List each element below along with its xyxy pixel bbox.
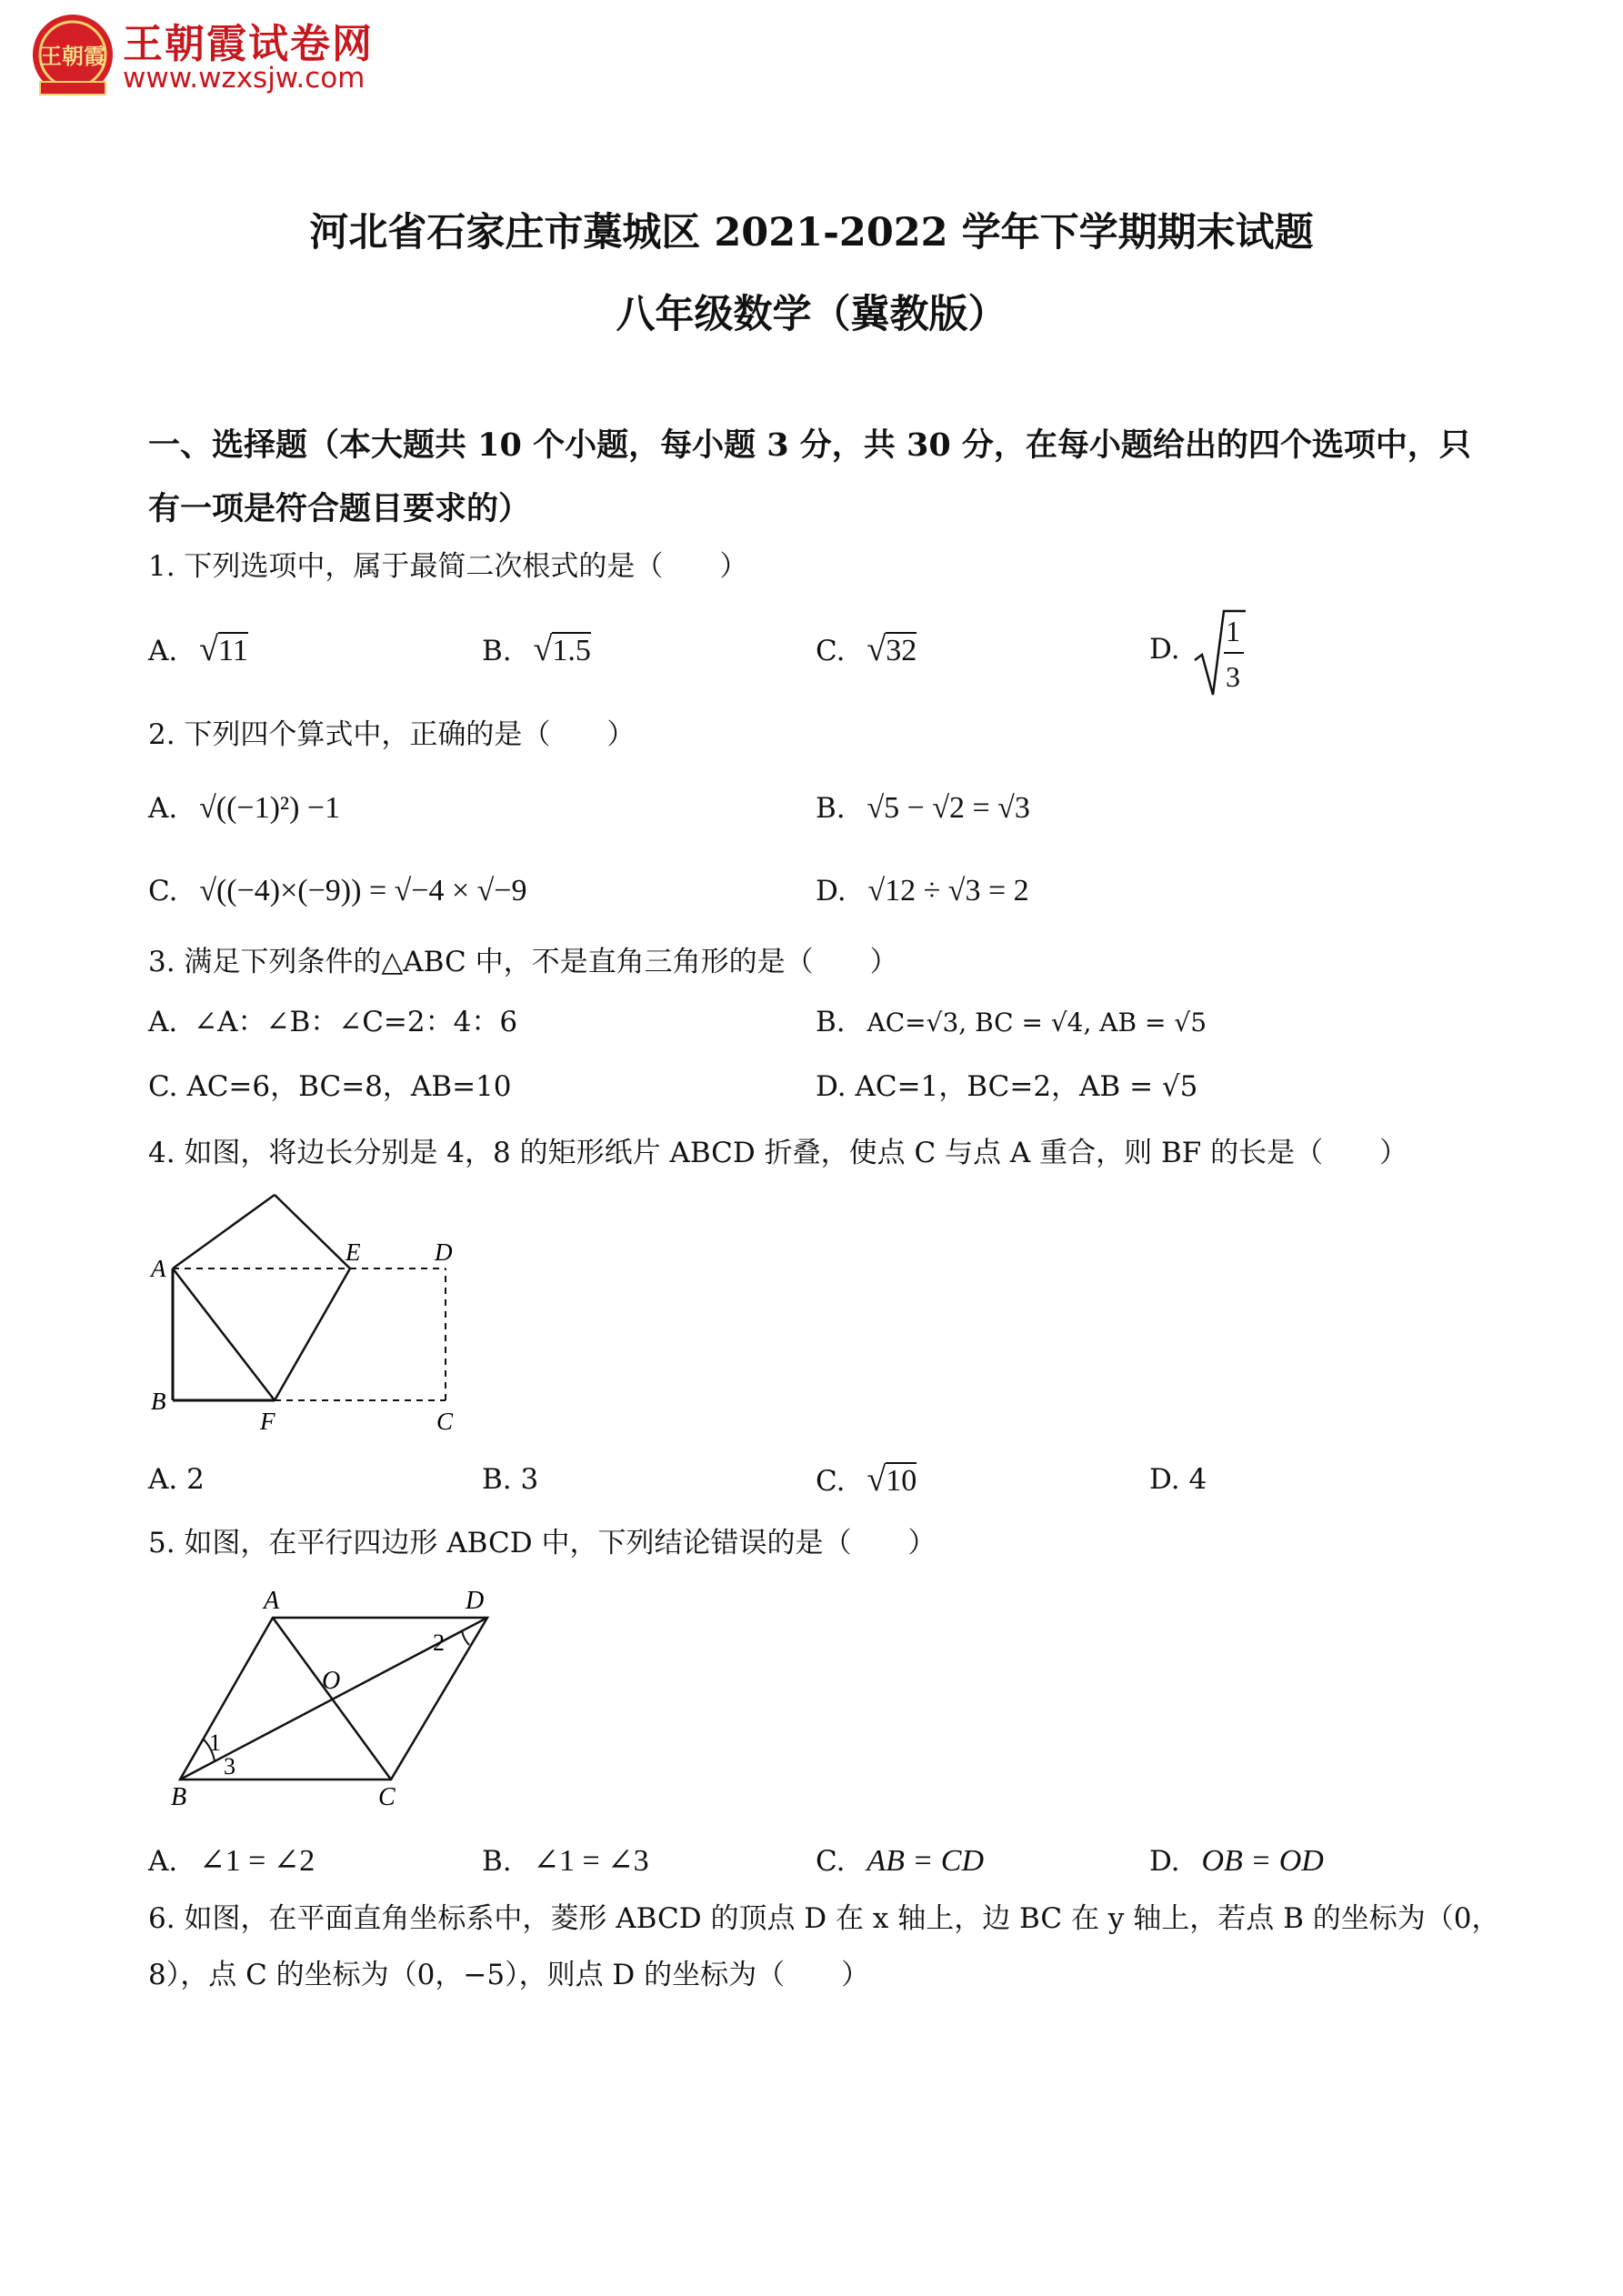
option-label: C. [816, 1845, 846, 1878]
fraction-numerator: 1 [1226, 615, 1240, 647]
folded-edge-1 [173, 1195, 275, 1268]
option-expr: AC=√3, BC = √4, AB = √5 [867, 1008, 1207, 1038]
question-4-stem: 4. 如图，将边长分别是 4，8 的矩形纸片 ABCD 折叠，使点 C 与点 A 重合，则 BF 的长是（ ） [148, 1137, 1408, 1169]
fold-line-ef [275, 1268, 350, 1400]
option-label: C. [148, 875, 178, 907]
option-expr: AC=1，BC=2，AB = √5 [855, 1070, 1198, 1103]
site-url[interactable]: www.wzxsjw.com [123, 62, 366, 95]
option-expr: 1.5 [552, 634, 591, 667]
option-label: C. [816, 635, 846, 667]
label-angle-2: 2 [433, 1629, 445, 1656]
q4-option-d[interactable] [1149, 1459, 1207, 1499]
section-heading-line1: 一、选择题（本大题共 10 个小题，每小题 3 分，共 30 分，在每小题给出的四个选项中，只 [148, 426, 1471, 464]
q2-option-d[interactable] [816, 871, 1029, 911]
question-6-stem-line1: 6. 如图，在平面直角坐标系中，菱形 ABCD 的顶点 D 在 x 轴上，边 BC 在 y 轴上，若点 B 的坐标为（0， [148, 1902, 1500, 1935]
seal-text: 王朝霞 [40, 44, 105, 69]
option-expr: OB = OD [1201, 1844, 1324, 1878]
q4-option-c[interactable]: C. √10 [816, 1460, 917, 1499]
q3-option-a[interactable] [148, 1002, 517, 1042]
option-label: B. [482, 635, 512, 667]
label-d: D [466, 1587, 485, 1615]
label-b: B [151, 1388, 166, 1415]
section-heading-line2: 有一项是符合题目要求的） [148, 490, 531, 527]
q5-option-b[interactable] [482, 1841, 649, 1881]
q5-option-d[interactable] [1149, 1841, 1324, 1881]
option-expr: 10 [886, 1464, 917, 1498]
label-c: C [378, 1783, 396, 1811]
fraction-denominator: 3 [1226, 660, 1240, 693]
label-a: A [264, 1587, 280, 1615]
q4-option-b[interactable] [482, 1459, 538, 1499]
q3-option-d[interactable] [816, 1067, 1197, 1107]
label-e: E [346, 1238, 361, 1266]
q2-option-c[interactable] [148, 871, 526, 911]
q2-option-b[interactable] [816, 788, 1030, 828]
option-expr: AB = CD [867, 1844, 985, 1878]
option-expr: 2 [186, 1463, 205, 1496]
question-5-stem: 5. 如图，在平行四边形 ABCD 中，下列结论错误的是（ ） [148, 1527, 937, 1559]
q5-option-a[interactable] [148, 1841, 315, 1881]
q3-option-c[interactable] [148, 1067, 512, 1107]
q3-option-b[interactable] [816, 1002, 1207, 1043]
q4-option-a[interactable] [148, 1459, 205, 1499]
label-o: O [322, 1667, 341, 1695]
option-expr: √((−1)²) −1 [199, 791, 341, 825]
option-label: A. [148, 1006, 178, 1038]
question-3-stem: 3. 满足下列条件的△ABC 中，不是直角三角形的是（ ） [148, 946, 898, 978]
option-expr: ∠1 = ∠3 [533, 1844, 649, 1878]
option-expr: ∠1 = ∠2 [199, 1844, 316, 1878]
angle-2-arc [462, 1630, 469, 1645]
q1-option-b[interactable]: B. √1.5 [482, 630, 591, 668]
site-logo [27, 11, 118, 102]
q1-option-c[interactable]: C. √32 [816, 630, 917, 668]
label-d: D [435, 1238, 453, 1266]
option-label: C. [148, 1070, 178, 1103]
option-expr: AC=6，BC=8，AB=10 [186, 1070, 512, 1103]
option-label: D. [1149, 1463, 1180, 1496]
diagonal-ac [273, 1618, 391, 1780]
option-label: D. [1149, 1845, 1180, 1878]
label-angle-3: 3 [224, 1753, 235, 1780]
folded-edge-2 [275, 1195, 350, 1268]
site-name: 王朝霞试卷网 [123, 21, 374, 67]
option-expr: ∠A：∠B：∠C=2：4：6 [194, 1006, 518, 1038]
q4-figure [145, 1182, 473, 1437]
label-c: C [436, 1408, 454, 1435]
option-expr: √((−4)×(−9)) = √−4 × √−9 [199, 874, 527, 907]
exam-subtitle: 八年级数学（冀教版） [616, 292, 1007, 337]
question-1-stem: 1. 下列选项中，属于最简二次根式的是（ ） [148, 550, 748, 583]
option-label: C. [816, 1465, 846, 1498]
q1-option-a[interactable]: A. √11 [148, 630, 248, 668]
label-f: F [260, 1408, 276, 1435]
option-label: D. [816, 875, 847, 907]
option-expr: 3 [520, 1463, 539, 1496]
option-expr: 32 [886, 634, 917, 667]
option-expr: √12 ÷ √3 = 2 [867, 874, 1029, 907]
label-angle-1: 1 [209, 1730, 221, 1756]
option-label: A. [148, 1463, 178, 1496]
label-a: A [151, 1255, 166, 1282]
segment-af [173, 1268, 275, 1400]
q5-figure [164, 1587, 527, 1814]
option-expr: 4 [1188, 1463, 1207, 1496]
option-label: D. [1149, 633, 1180, 666]
label-b: B [171, 1783, 187, 1811]
option-label: D. [816, 1070, 847, 1103]
question-2-stem: 2. 下列四个算式中，正确的是（ ） [148, 718, 636, 751]
q2-option-a[interactable] [148, 788, 340, 828]
seal-icon [27, 11, 118, 102]
exam-title: 河北省石家庄市藁城区 2021-2022 学年下学期期末试题 [309, 210, 1314, 256]
option-label: A. [148, 1845, 178, 1878]
option-label: A. [148, 635, 178, 667]
q5-option-c[interactable] [816, 1841, 984, 1881]
option-label: B. [816, 792, 846, 825]
option-label: A. [148, 792, 178, 825]
question-6-stem-line2: 8），点 C 的坐标为（0，−5），则点 D 的坐标为（ ） [148, 1959, 870, 1991]
option-label: B. [816, 1006, 846, 1038]
option-expr: √5 − √2 = √3 [867, 791, 1030, 825]
option-expr: 11 [217, 634, 248, 667]
option-label: B. [482, 1845, 512, 1878]
option-label: B. [482, 1463, 512, 1496]
